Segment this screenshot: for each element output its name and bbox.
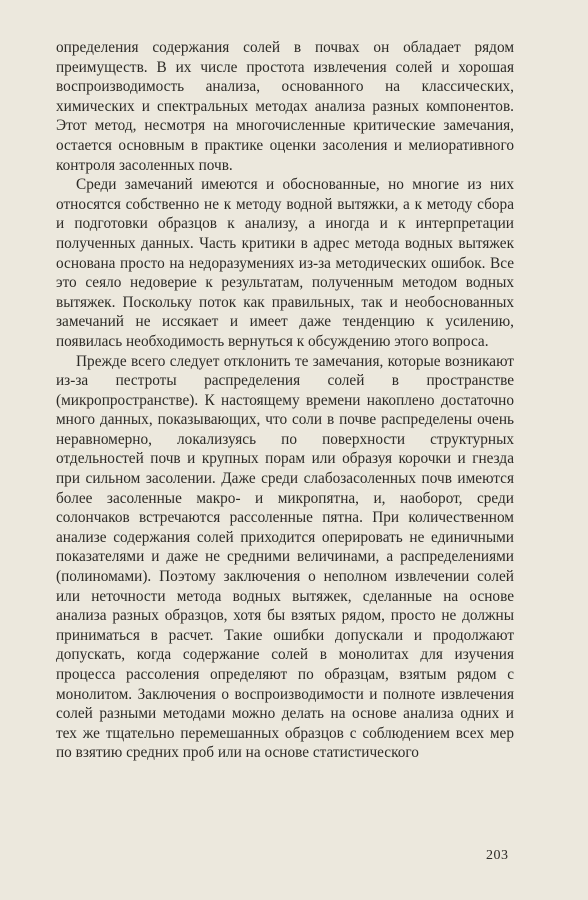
paragraph-1: определения содержания солей в почвах он обладает рядом преимуществ. В их числе простота извлечения солей и хорошая воспроизводимость анализа, основанного на классических, химических и спектральных методах анализа разных компонентов. Этот метод, несмотря на многочисленные критические замечания, остается основным в практике оценки засоления и мелиоративного контроля засоленных почв.	[56, 39, 514, 174]
paragraph-3: Прежде всего следует отклонить те замечания, которые возникают из-за пестроты распределения солей в пространстве (микропространстве). К настоящему времени накоплено достаточно много данных, показывающих, что соли в почве распределены очень неравномерно, локализуясь по поверхности структурных отдельностей почв и крупных порам или образуя корочки и гнезда при сильном засолении. Даже среди слабозасоленных почв имеются более засоленные макро- и микропятна, и, наоборот, среди солончаков встречаются рассоленные пятна. При количественном анализе содержания солей приходится оперировать не единичными показателями и даже не средними величинами, а распределениями (полиномами). Поэтому заключения о неполном извлечении солей или неточности метода водных вытяжек, сделанные на основе анализа разных образцов, хотя бы взятых рядом, просто не должны приниматься в расчет. Такие ошибки допускали и продолжают допускать, когда содержание солей в монолитах для изучения процесса рассоления определяют по образцам, взятым рядом с монолитом. Заключения о воспроизводимости и полноте извлечения солей разными методами можно делать на основе анализа одних и тех же тщательно перемешанных образцов с соблюдением всех мер по взятию средних проб или на основе статистического	[56, 352, 514, 762]
body-text	[56, 38, 514, 763]
paragraph-2: Среди замечаний имеются и обоснованные, но многие из них относятся собственно не к методу водной вытяжки, а к методу сбора и подготовки образцов к анализу, а иногда и к интерпретации полученных данных. Часть критики в адрес метода водных вытяжек основана просто на недоразумениях из-за методических ошибок. Все это сеяло недоверие к результатам, полученным методом водных вытяжек. Поскольку поток как правильных, так и необоснованных замечаний не иссякает и имеет даже тенденцию к усилению, появилась необходимость вернуться к обсуждению этого вопроса.	[56, 176, 514, 350]
page-number: 203	[486, 848, 509, 863]
